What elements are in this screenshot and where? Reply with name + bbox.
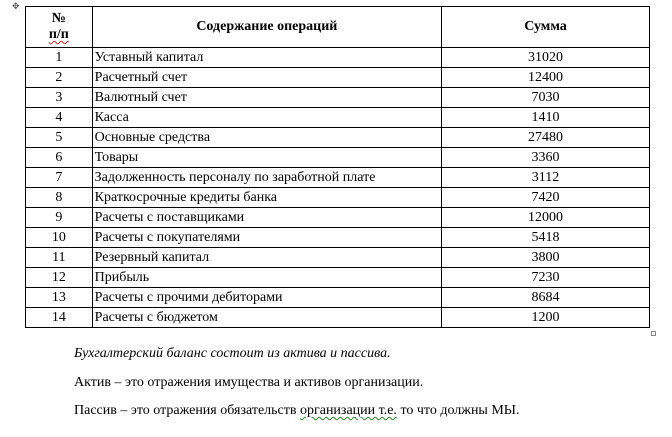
table-row [26,108,650,128]
row-sum: 12000 [442,208,650,228]
header-description: Содержание операций [92,7,441,48]
balance-definition-text: Бухгалтерский баланс состоит из актива и пассива. [74,346,391,361]
table-move-handle-icon[interactable]: ✥ [12,1,20,11]
row-description: Расчеты с покупателями [92,228,441,248]
liability-definition-text [74,403,520,419]
table-row [26,288,650,308]
table-row [26,208,650,228]
table-row [26,148,650,168]
header-number-sign: № [51,11,66,26]
row-number: 13 [26,288,93,308]
table-row [26,308,650,328]
row-description: Уставный капитал [92,48,441,68]
table-row [26,188,650,208]
row-sum: 1200 [442,308,650,328]
row-description: Резервный капитал [92,248,441,268]
row-description: Прибыль [92,268,441,288]
row-description: Расчеты с поставщиками [92,208,441,228]
row-sum: 3360 [442,148,650,168]
row-sum: 27480 [442,128,650,148]
row-sum: 7030 [442,88,650,108]
liability-text-part1: Пассив – это отражения обязательств [74,403,300,418]
row-description: Расчеты с бюджетом [92,308,441,328]
operations-table [25,6,650,328]
row-sum: 8684 [442,288,650,308]
row-description: Расчетный счет [92,68,441,88]
row-description: Касса [92,108,441,128]
header-sum: Сумма [442,7,650,48]
row-number: 3 [26,88,93,108]
table-resize-handle[interactable] [651,331,656,336]
header-number-pp: п/п [48,27,69,42]
row-description: Краткосрочные кредиты банка [92,188,441,208]
row-sum: 7420 [442,188,650,208]
row-number: 12 [26,268,93,288]
table-row [26,228,650,248]
row-number: 11 [26,248,93,268]
liability-text-part2: организации т.е. [299,403,397,418]
row-number: 4 [26,108,93,128]
row-number: 5 [26,128,93,148]
row-description: Товары [92,148,441,168]
row-sum: 1410 [442,108,650,128]
asset-definition-text: Актив – это отражения имущества и активов организации. [74,375,424,390]
row-number: 6 [26,148,93,168]
table-row [26,268,650,288]
row-description: Расчеты с прочими дебиторами [92,288,441,308]
liability-text-part3: то что должны МЫ. [396,403,520,418]
row-description: Задолженность персоналу по заработной плате [92,168,441,188]
header-number [26,7,93,48]
row-number: 14 [26,308,93,328]
row-number: 9 [26,208,93,228]
table-row [26,48,650,68]
row-number: 8 [26,188,93,208]
row-description: Основные средства [92,128,441,148]
row-number: 10 [26,228,93,248]
table-row [26,168,650,188]
table-row [26,88,650,108]
table-row [26,128,650,148]
row-sum: 31020 [442,48,650,68]
table-header-row [26,7,650,48]
row-number: 7 [26,168,93,188]
table-row [26,68,650,88]
table-row [26,248,650,268]
row-number: 1 [26,48,93,68]
row-sum: 3800 [442,248,650,268]
row-sum: 7230 [442,268,650,288]
row-sum: 5418 [442,228,650,248]
row-number: 2 [26,68,93,88]
row-description: Валютный счет [92,88,441,108]
row-sum: 3112 [442,168,650,188]
row-sum: 12400 [442,68,650,88]
